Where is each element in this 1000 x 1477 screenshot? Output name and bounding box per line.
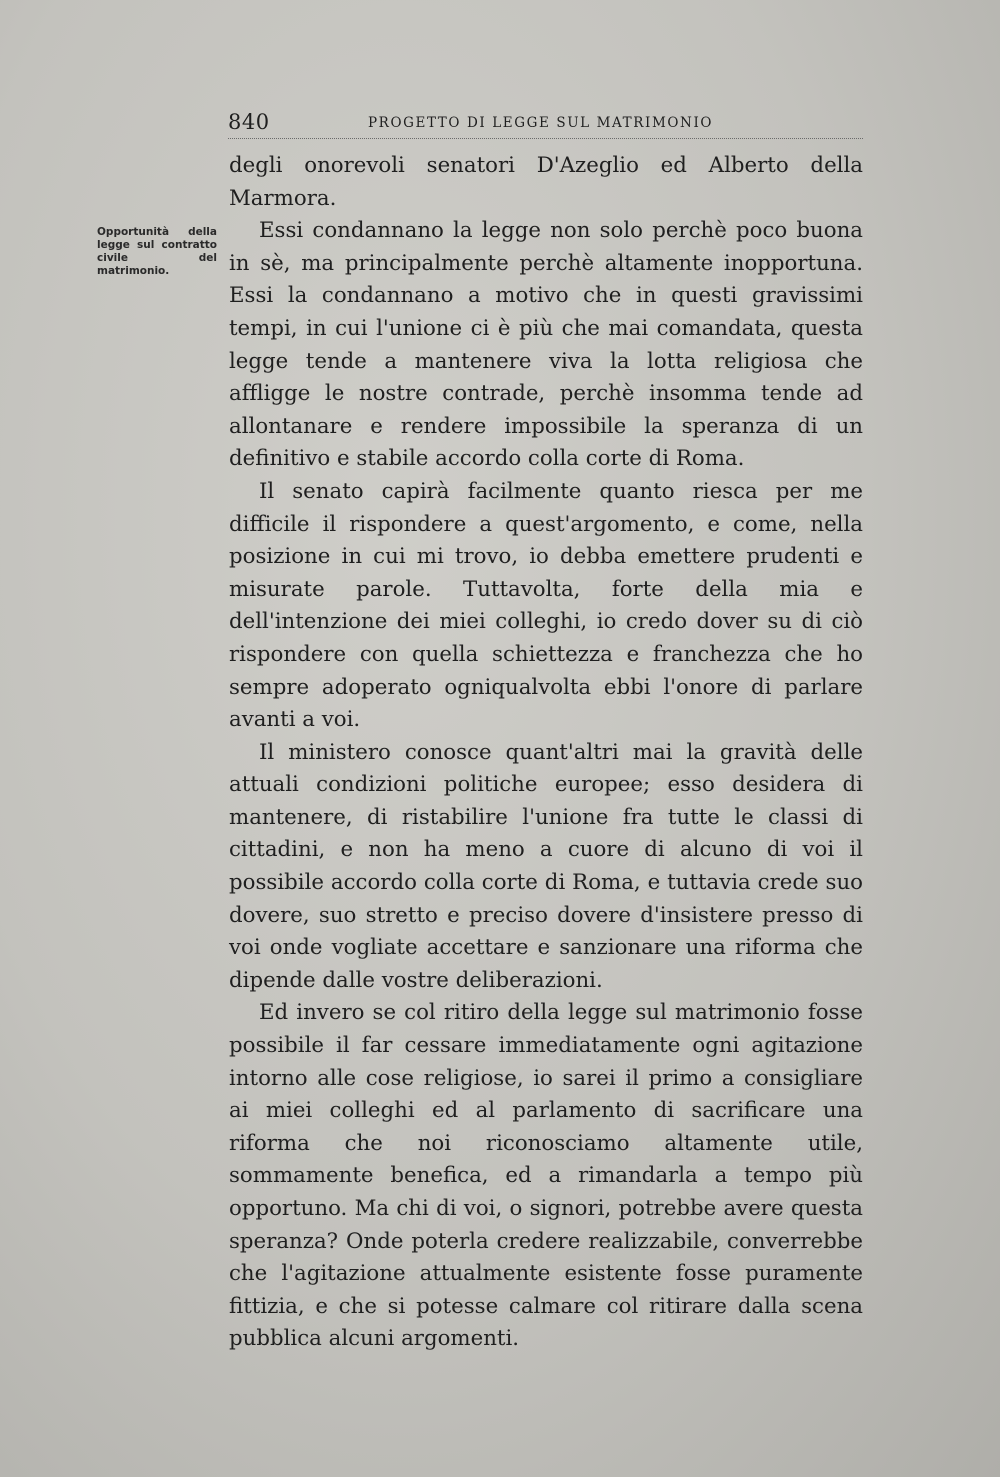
paragraph: Essi condannano la legge non solo perchè poco buona in sè, ma principalmente perchè altamente inopportuna. Essi la condannano a motivo che in questi gravissimi tempi, in cui l'unione ci è più che mai comandata, questa legge tende a mantenere viva la lotta religiosa che affligge le nostre contrade, perchè insomma tende ad allontanare e rendere impossibile la speranza di un definitivo e stabile accordo colla corte di Roma. — [229, 218, 863, 472]
paragraph: degli onorevoli senatori D'Azeglio ed Alberto della Marmora. — [229, 153, 863, 211]
paragraph: Il senato capirà facilmente quanto riesca per me difficile il rispondere a quest'argomento, e come, nella posizione in cui mi trovo, io debba emettere prudenti e misurate parole. Tuttavolta, forte della mia e dell'intenzione dei miei colleghi, io credo dover su di ciò rispondere con quella schiettezza e franchezza che ho sempre adoperato ogniqualvolta ebbi l'onore di parlare avanti a voi. — [229, 478, 863, 733]
paragraph: Il ministero conosce quant'altri mai la gravità delle attuali condizioni politiche europee; esso desidera di mantenere, di ristabilire l'unione fra tutte le classi di cittadini, e non ha meno a cuore di alcuno di voi il possibile accordo colla corte di Roma, e tuttavia crede suo dovere, suo stretto e preciso dovere d'insistere presso di voi onde vogliate accettare e sanzionare una riforma che dipende dalle vostre deliberazioni. — [229, 739, 863, 993]
page-header — [228, 110, 863, 139]
body-text — [229, 150, 863, 1356]
margin-note: Opportunità della legge sul contratto civile del matrimonio. — [97, 226, 217, 277]
paragraph: Ed invero se col ritiro della legge sul matrimonio fosse possibile il far cessare immediatamente ogni agitazione intorno alle cose religiose, io sarei il primo a consigliare ai miei colleghi ed al parlamento di sacrificare una riforma che noi riconosciamo altamente utile, sommamente benefica, ed a rimandarla a tempo più opportuno. Ma chi di voi, o signori, potrebbe avere questa speranza? Onde poterla credere realizzabile, converrebbe che l'agitazione attualmente esistente fosse puramente fittizia, e che si potesse calmare col ritirare dalla scena pubblica alcuni argomenti. — [229, 1000, 863, 1352]
running-title: PROGETTO DI LEGGE SUL MATRIMONIO — [368, 115, 714, 131]
page-number: 840 — [228, 110, 270, 134]
